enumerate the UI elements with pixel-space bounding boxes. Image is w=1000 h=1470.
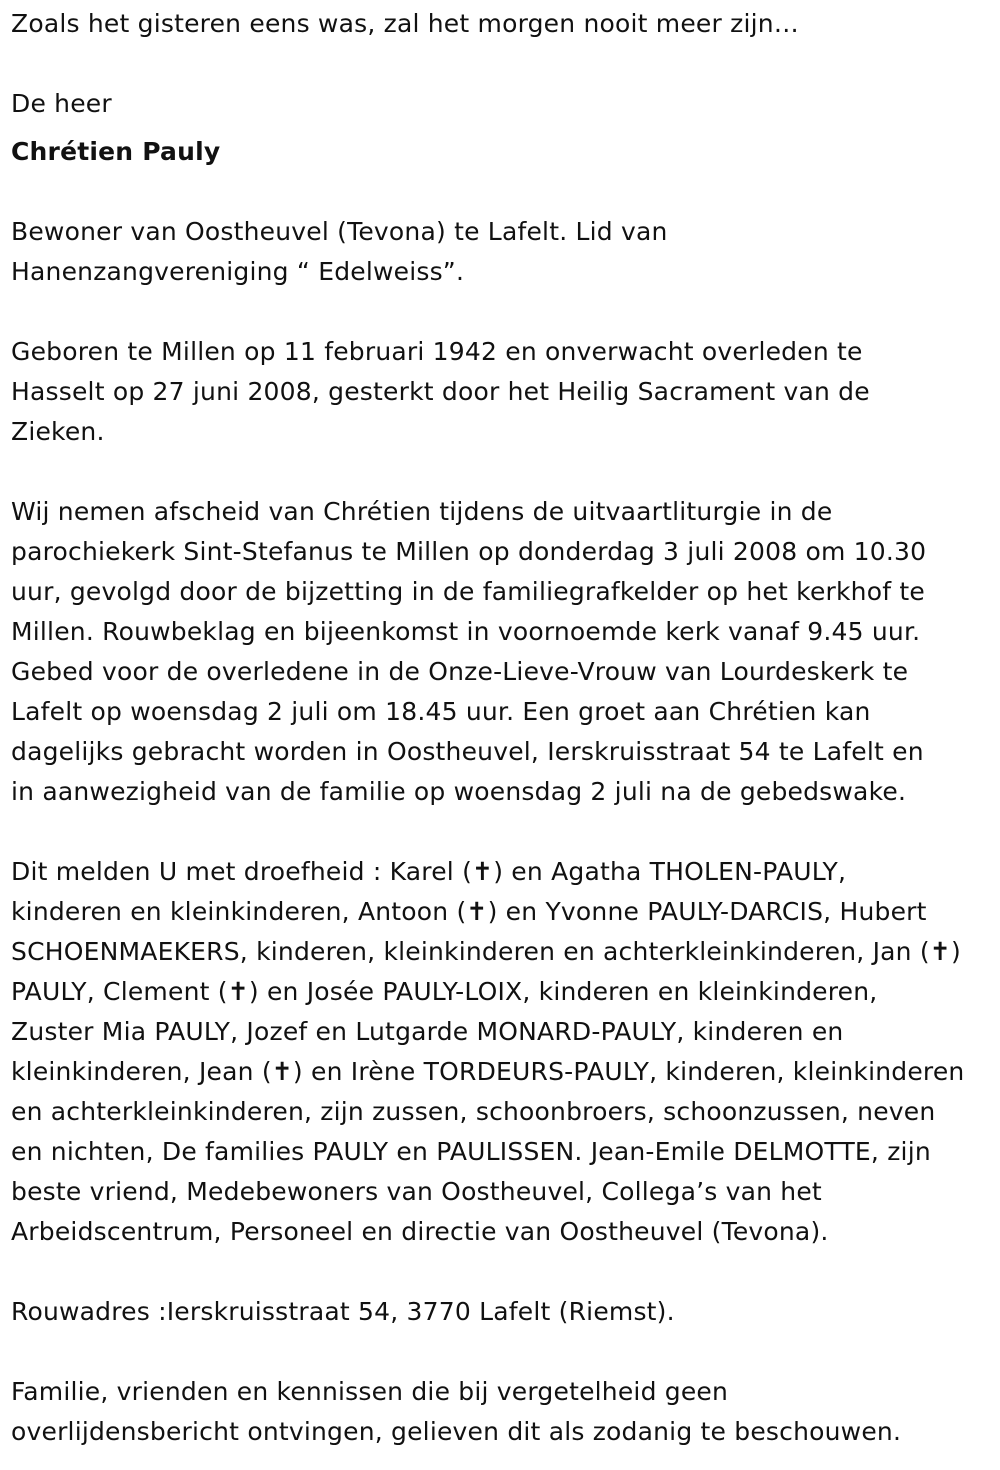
deceased-name: Chrétien Pauly (11, 137, 221, 166)
obituary-document (11, 4, 995, 1452)
motto: Zoals het gisteren eens was, zal het morgen nooit meer zijn… (11, 9, 799, 38)
salutation: De heer (11, 89, 112, 118)
funeral-paragraph: Wij nemen afscheid van Chrétien tijdens de uitvaartliturgie in de parochiekerk Sint-Stefanus te Millen op donderdag 3 juli 2008 om 10.30 uur, gevolgd door de bijzetting in de familiegrafkelder op het kerkhof te Millen. Rouwbeklag en bijeenkomst in voornoemde kerk vanaf 9.45 uur. Gebed voor de overledene in de Onze-Lieve-Vrouw van Lourdeskerk te Lafelt op woensdag 2 juli om 18.45 uur. Een groet aan Chrétien kan dagelijks gebracht worden in Oostheuvel, Ierskruisstraat 54 te Lafelt en in aanwezigheid van de familie op woensdag 2 juli na de gebedswake. (11, 497, 927, 806)
residence-paragraph: Bewoner van Oostheuvel (Tevona) te Lafelt. Lid van Hanenzangvereniging “ Edelweiss”. (11, 217, 668, 286)
address-paragraph: Rouwadres :Ierskruisstraat 54, 3770 Lafelt (Riemst). (11, 1297, 675, 1326)
closing-paragraph: Familie, vrienden en kennissen die bij vergetelheid geen overlijdensbericht ontvingen, gelieven dit als zodanig te beschouwen. (11, 1377, 902, 1446)
family-paragraph: Dit melden U met droefheid : Karel (✝) en Agatha THOLEN-PAULY, kinderen en kleinkinderen, Antoon (✝) en Yvonne PAULY-DARCIS, Hubert SCHOENMAEKERS, kinderen, kleinkinderen en achterkleinkinderen, Jan (✝) PAULY, Clement (✝) en Josée PAULY-LOIX, kinderen en kleinkinderen, Zuster Mia PAULY, Jozef en Lutgarde MONARD-PAULY, kinderen en kleinkinderen, Jean (✝) en Irène TORDEURS-PAULY, kinderen, kleinkinderen en achterkleinkinderen, zijn zussen, schoonbroers, schoonzussen, neven en nichten, De families PAULY en PAULISSEN. Jean-Emile DELMOTTE, zijn beste vriend, Medebewoners van Oostheuvel, Collega’s van het Arbeidscentrum, Personeel en directie van Oostheuvel (Tevona). (11, 857, 965, 1246)
birth-death-paragraph: Geboren te Millen op 11 februari 1942 en onverwacht overleden te Hasselt op 27 juni 2008, gesterkt door het Heilig Sacrament van de Zieken. (11, 337, 870, 446)
